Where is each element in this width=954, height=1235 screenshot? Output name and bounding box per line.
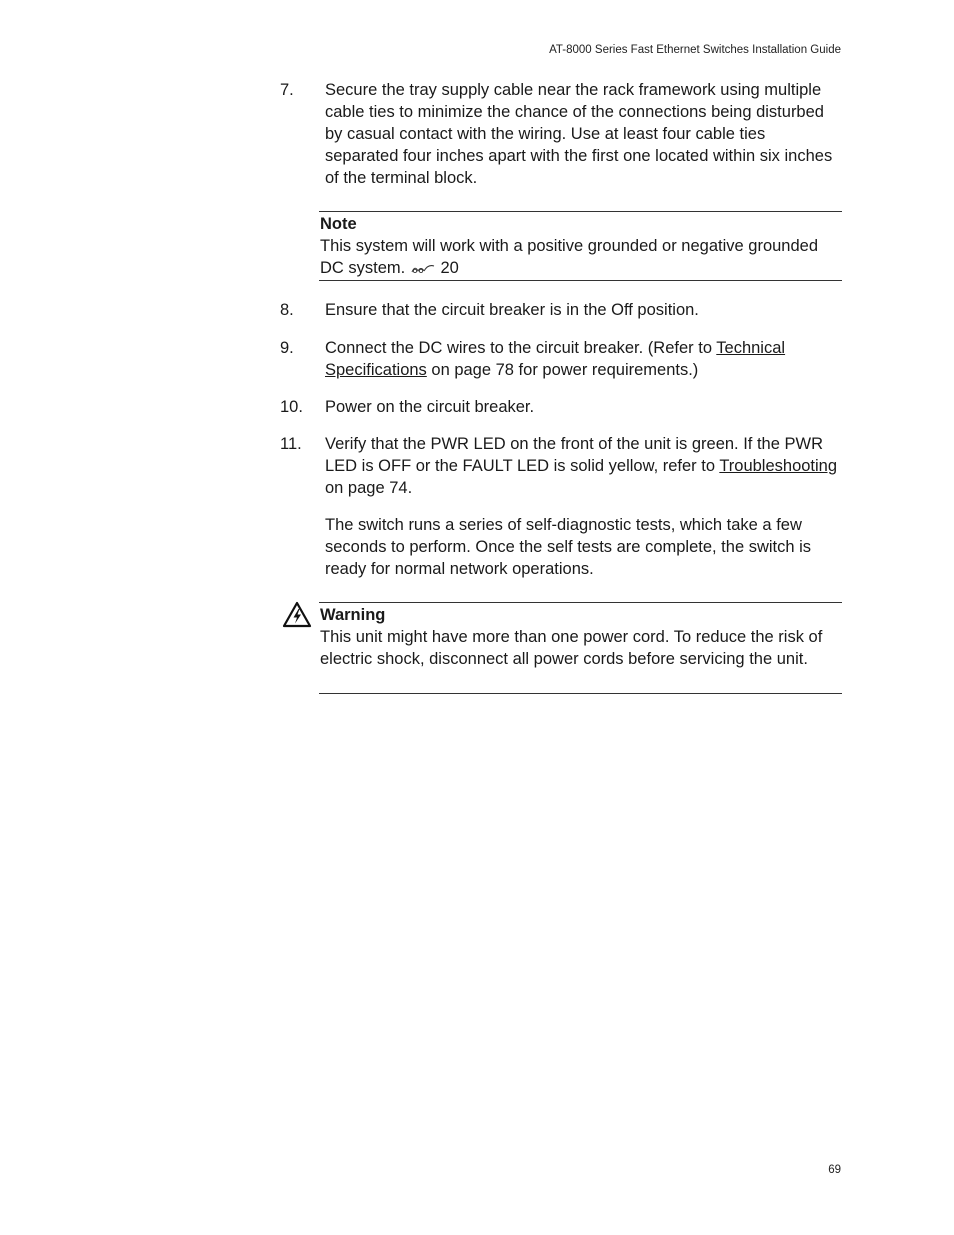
- step-text-after: on page 78 for power requirements.): [426, 361, 699, 379]
- note-box: [319, 211, 842, 281]
- step-text-after: on page 74.: [325, 479, 413, 497]
- step-text: Power on the circuit breaker.: [325, 398, 535, 416]
- self-diagnostic-paragraph: The switch runs a series of self-diagnostic tests, which take a few seconds to perform. Once the self tests are complete, the switch is ready for normal network operations.: [325, 516, 812, 578]
- reference-icon: [410, 263, 436, 275]
- note-text: This system will work with a positive grounded or negative grounded DC system.: [320, 237, 818, 277]
- note-ref-number: 20: [440, 259, 459, 277]
- technical-specifications-link[interactable]: Technical Specifications: [325, 339, 786, 379]
- warning-title: Warning: [320, 606, 386, 624]
- step-7: [280, 79, 842, 189]
- running-header: AT-8000 Series Fast Ethernet Switches Installation Guide: [549, 44, 841, 56]
- troubleshooting-link[interactable]: Troubleshooting: [719, 457, 838, 475]
- step-text-before: Verify that the PWR LED on the front of the unit is green. If the PWR LED is OFF or the FAULT LED is solid yellow, refer to: [325, 435, 823, 475]
- step-number: 11.: [280, 435, 302, 453]
- step-text: [325, 337, 842, 381]
- step-text: Ensure that the circuit breaker is in the Off position.: [325, 301, 699, 319]
- warning-text: This unit might have more than one power cord. To reduce the risk of electric shock, disconnect all power cords before servicing the unit.: [320, 628, 823, 668]
- step-number: 7.: [280, 81, 294, 99]
- step-number: 10.: [280, 398, 303, 416]
- step-text-before: Connect the DC wires to the circuit breaker. (Refer to: [325, 339, 717, 357]
- step-9: [280, 337, 842, 381]
- page-number: 69: [828, 1164, 841, 1176]
- electrical-hazard-icon: [282, 601, 312, 628]
- step-text: [325, 433, 842, 499]
- note-body: [320, 235, 842, 279]
- note-title: Note: [320, 215, 357, 233]
- step-10: [280, 396, 842, 418]
- step-number: 9.: [280, 339, 294, 357]
- step-text: Secure the tray supply cable near the rack framework using multiple cable ties to minimize the chance of the connections being disturbed by casual contact with the wiring. Use at least four cable ties separated four inches apart with the first one located within six inches of the terminal block.: [325, 81, 833, 187]
- step-number: 8.: [280, 301, 294, 319]
- warning-box: [319, 602, 842, 694]
- step-11: [280, 433, 842, 499]
- step-8: [280, 299, 842, 321]
